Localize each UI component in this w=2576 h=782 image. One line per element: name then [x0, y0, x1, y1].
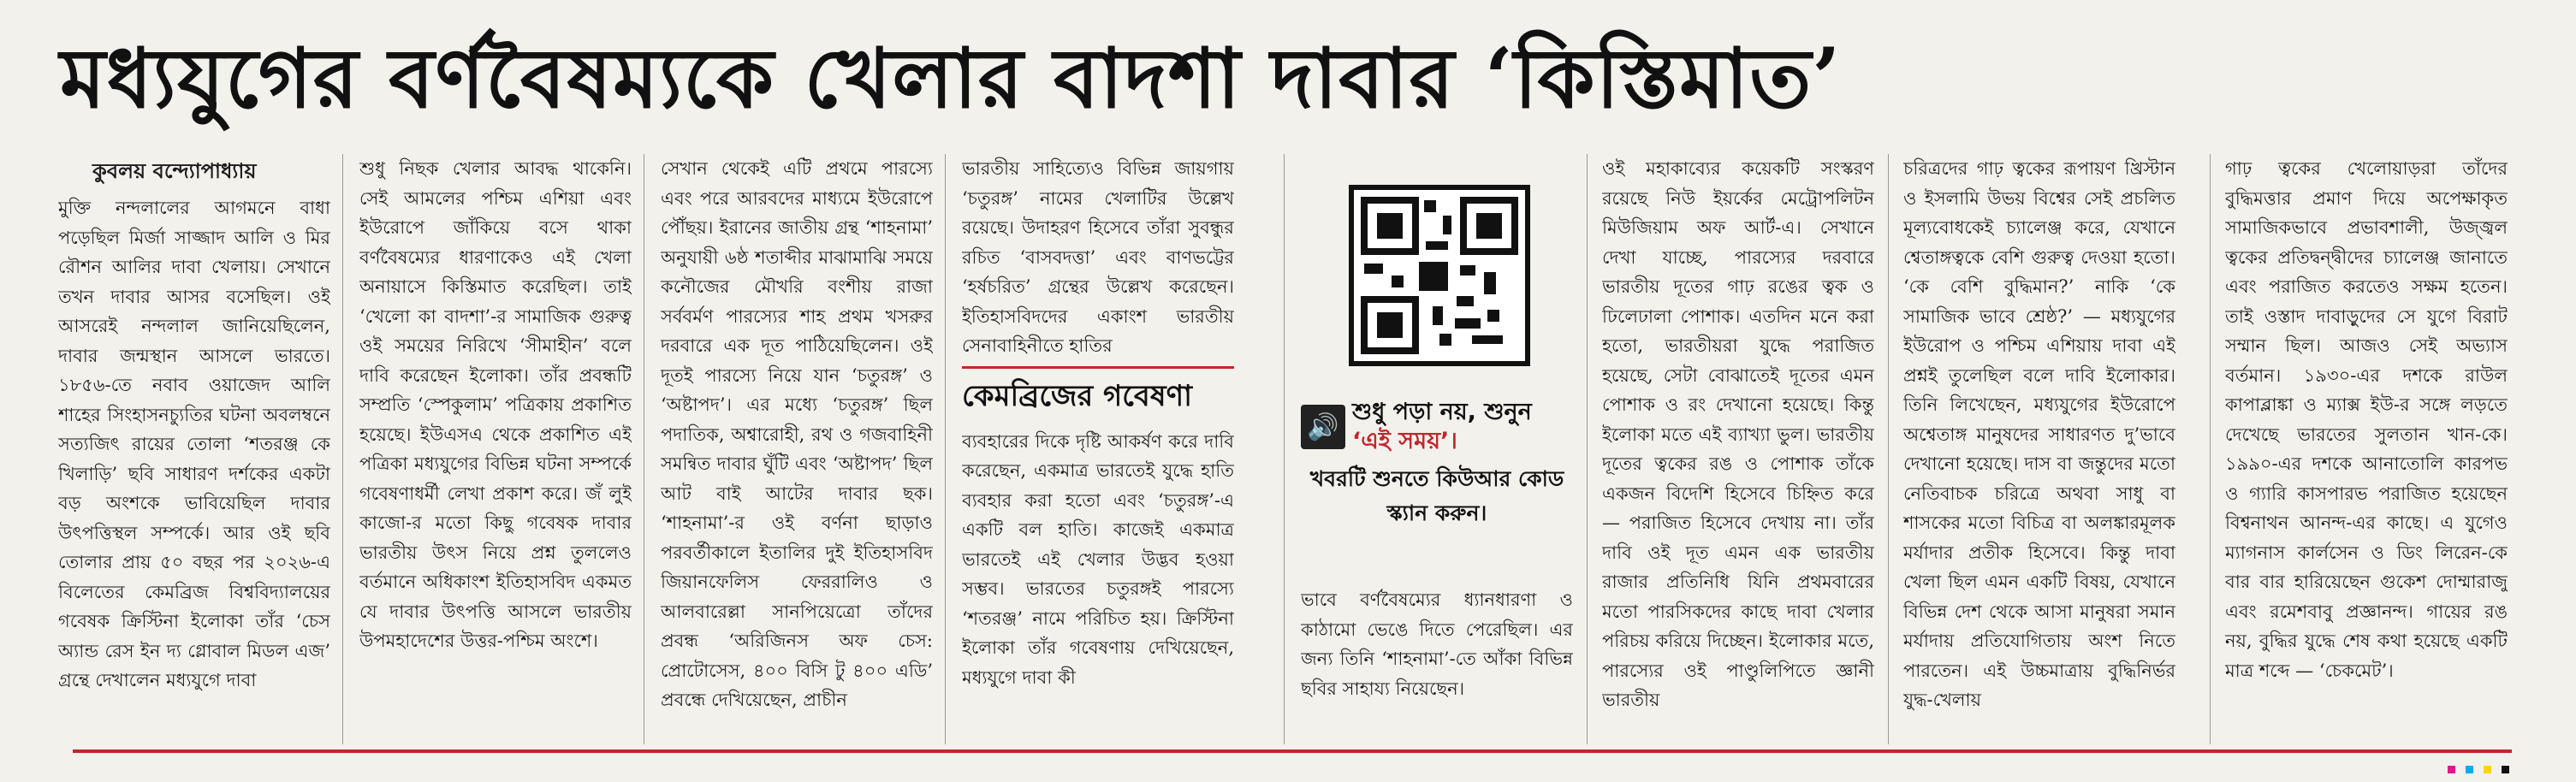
column-divider	[342, 154, 343, 744]
column-divider	[1587, 154, 1588, 744]
article-column-1	[58, 154, 330, 744]
speaker-icon: 🔊	[1301, 405, 1345, 449]
article-column-5	[1301, 585, 1573, 744]
brand-highlight: ‘এই সময়’।	[1352, 428, 1457, 454]
column-text: গাঢ় ত্বকের খেলোয়াড়রা তাঁদের বুদ্ধিমত্তার প্রমাণ দিয়ে অপেক্ষাকৃত সামাজিকভাবে প্রভাবশালী, উজ্জ্বল ত্বকের প্রতিদ্বন্দ্বীদের চ্যালেঞ্জ জানাতে এবং পরাজিত করতেও সক্ষম হতেন। তাই ওস্তাদ দাবাড়ুদের সে যুগে বিরাট সম্মান ছিল। আজও সেই অভ্যাস বর্তমান। ১৯৩০-এর দশকে রাউল কাপাব্লাঙ্কা ও ম্যাক্স ইউ-র সঙ্গে লড়তে দেখেছে ভারতের সুলতান খান-কে। ১৯৯০-এর দশকে আনাতোলি কারপভ ও গ্যারি কাসপারভ পরাজিত হয়েছেন বিশ্বনাথন আনন্দ-এর কাছে। এ যুগেও ম্যাগনাস কার্লসেন ও ডিং লিরেন-কে বার বার হারিয়েছেন গুকেশ দোম্মারাজু এবং রমেশবাবু প্রজ্ঞানন্দ। গায়ের রঙ নয়, বুদ্ধির যুদ্ধে শেষ কথা হয়েছে একটি মাত্র শব্দে — ‘চেকমেট’।	[2225, 158, 2508, 681]
audio-promo-text: শুধু পড়া নয়, শুনুন	[1352, 399, 1532, 425]
byline: কুবলয় বন্দ্যোপাধ্যায়	[92, 159, 257, 183]
article-column-4	[962, 154, 1234, 744]
column-text: ব্যবহারের দিকে দৃষ্টি আকর্ষণ করে দাবি করেছেন, একমাত্র ভারতেই যুদ্ধে হাতি ব্যবহার করা হতো এবং ‘চতুরঙ্গ’-এ একটি বল হাতি। কাজেই একমাত্র ভারতেই এই খেলার উদ্ভব হওয়া সম্ভব। ভারতের চতুরঙ্গই পারস্যে ‘শতরঞ্জ’ নামে পরিচিত হয়। ক্রিস্টিনা ইলোকা তাঁর গবেষণায় দেখিয়েছেন, মধ্যযুগে দাবা কী	[962, 430, 1234, 688]
column-divider	[1888, 154, 1889, 744]
audio-promo-box	[1301, 168, 1573, 527]
article-column-8	[2225, 154, 2508, 744]
column-text: চরিত্রদের গাঢ় ত্বকের রূপায়ণ খ্রিস্টান ও ইসলামি উভয় বিশ্বের সেই প্রচলিত মূল্যবোধকেই চ্যালেঞ্জ করে, যেখানে শ্বেতাঙ্গত্বকে বেশি গুরুত্ব দেওয়া হতো। ‘কে বেশি বুদ্ধিমান?’ নাকি ‘কে সামাজিক ভাবে শ্রেষ্ঠ?’ — মধ্যযুগের ইউরোপ ও পশ্চিম এশিয়ায় দাবা এই প্রশ্নই তুলেছিল বলে দাবি ইলোকার। তিনি লিখেছেন, মধ্যযুগের ইউরোপে অশ্বেতাঙ্গ মানুষদের সাধারণত দু’ভাবে দেখানো হয়েছে। দাস বা জন্তুদের মতো নেতিবাচক চরিত্রে অথবা সাধু বা শাসকের মতো বিচিত্র বা অলঙ্কারমূলক মর্যাদার প্রতীক হিসেবে। কিন্তু দাবা খেলা ছিল এমন একটি বিষয়, যেখানে বিভিন্ন দেশ থেকে আসা মানুষরা সমান মর্যাদায় প্রতিযোগিতায় অংশ নিতে পারতেন। এই উচ্চমাত্রায় বুদ্ধিনির্ভর যুদ্ধ-খেলায়	[1903, 158, 2175, 710]
article-column-3	[661, 154, 933, 744]
qr-code-icon[interactable]	[1349, 185, 1530, 366]
column-text: সেখান থেকেই এটি প্রথমে পারস্যে এবং পরে আরবদের মাধ্যমে ইউরোপে পৌঁছয়। ইরানের জাতীয় গ্রন্থ ‘শাহনামা’ অনুযায়ী ৬ষ্ঠ শতাব্দীর মাঝামাঝি সময়ে কনৌজের মৌখরি বংশীয় রাজা সর্ববর্মণ পারস্যের শাহ প্রথম খসরুর দরবারে এক দূত পাঠিয়েছিলেন। ওই দূতই পারস্যে নিয়ে যান ‘চতুরঙ্গ’ ও ‘অষ্টাপদ’। এর মধ্যে ‘চতুরঙ্গ’ ছিল পদাতিক, অশ্বারোহী, রথ ও গজবাহিনী সমন্বিত দাবার ঘুঁটি এবং ‘অষ্টাপদ’ ছিল আট বাই আটের দাবার ছক। ‘শাহনামা’-র ওই বর্ণনা ছাড়াও পরবর্তীকালে ইতালির দুই ইতিহাসবিদ জিয়ানফেলিস ফেররালিও ও আলবারেল্লা সানপিয়েত্রো তাঁদের প্রবন্ধ ‘অরিজিনস অফ চেস: প্রোটোসেস, ৪০০ বিসি টু ৪০০ এডি’ প্রবন্ধে দেখিয়েছেন, প্রাচীন	[661, 158, 933, 710]
bottom-rule	[73, 749, 2512, 753]
column-text: শুধু নিছক খেলার আবদ্ধ থাকেনি। সেই আমলের পশ্চিম এশিয়া এবং ইউরোপে জাঁকিয়ে বসে থাকা বর্ণবৈষম্যের ধারণাকেও এই খেলা অনায়াসে কিস্তিমাত করেছিল। তাই ‘খেলো কা বাদশা’-র সামাজিক গুরুত্ব ওই সময়ের নিরিখে ‘সীমাহীন’ বলে দাবি করেছেন ইলোকা। তাঁর প্রবন্ধটি সম্প্রতি ‘স্পেকুলাম’ পত্রিকায় প্রকাশিত হয়েছে। ইউএসএ থেকে প্রকাশিত এই পত্রিকা মধ্যযুগের বিভিন্ন ঘটনা সম্পর্কে গবেষণাধর্মী লেখা প্রকাশ করে। জঁ লুই কাজো-র মতো কিছু গবেষক দাবার ভারতীয় উৎস নিয়ে প্রশ্ন তুললেও বর্তমানে অধিকাংশ ইতিহাসবিদ একমত যে দাবার উৎপত্তি আসলে ভারতীয় উপমহাদেশের উত্তর-পশ্চিম অংশে।	[359, 158, 632, 651]
print-registration-marks	[2448, 766, 2509, 773]
column-divider	[2210, 154, 2211, 744]
column-divider	[1284, 154, 1285, 744]
column-divider	[945, 154, 946, 744]
article-column-7	[1903, 154, 2175, 744]
column-text: ভারতীয় সাহিত্যেও বিভিন্ন জায়গায় ‘চতুরঙ্গ’ নামের খেলাটির উল্লেখ রয়েছে। উদাহরণ হিসেবে তাঁরা সুবন্ধুর রচিত ‘বাসবদত্তা’ এবং বাণভট্টের ‘হর্ষচরিত’ গ্রন্থের উল্লেখ করেছেন। ইতিহাসবিদদের একাংশ ভারতীয় সেনাবাহিনীতে হাতির	[962, 158, 1234, 356]
column-text: ভাবে বর্ণবৈষম্যের ধ্যানধারণা ও কাঠামো ভেঙে দিতে পেরেছিল। এর জন্য তিনি ‘শাহনামা’-তে আঁকা বিভিন্ন ছবির সাহায্য নিয়েছেন।	[1301, 589, 1573, 699]
subhead: কেমব্রিজের গবেষণা	[962, 366, 1234, 420]
headline: মধ্যযুগের বর্ণবৈষম্যকে খেলার বাদশা দাবার ‘কিস্তিমাত’	[60, 30, 1842, 127]
column-text: মুক্তি নন্দলালের আগমনে বাধা পড়েছিল মির্জা সাজ্জাদ আলি ও মির রৌশন আলির দাবা খেলায়। সেখানে তখন দাবার আসর বসেছিল। ওই আসরেই নন্দলাল জানিয়েছিলেন, দাবার জন্মস্থান আসলে ভারতে। ১৮৫৬-তে নবাব ওয়াজেদ আলি শাহের সিংহাসনচ্যুতির ঘটনা অবলম্বনে সত্যজিৎ রায়ের তোলা ‘শতরঞ্জ কে খিলাড়ি’ ছবি সাধারণ দর্শকের একটা বড় অংশকে ভাবিয়েছিল দাবার উৎপত্তিস্থল সম্পর্কে। আর ওই ছবি তোলার প্রায় ৫০ বছর পর ২০২৬-এ বিলেতের কেমব্রিজ বিশ্ববিদ্যালয়ের গবেষক ক্রিস্টিনা ইলোকা তাঁর ‘চেস অ্যান্ড রেস ইন দ্য গ্লোবাল মিডল এজ’ গ্রন্থে দেখালেন মধ্যযুগে দাবা	[58, 198, 330, 690]
article-column-6	[1602, 154, 1874, 744]
column-text: ওই মহাকাব্যের কয়েকটি সংস্করণ রয়েছে নিউ ইয়র্কের মেট্রোপলিটন মিউজিয়াম অফ আর্ট-এ। সেখানে দেখা যাচ্ছে, পারস্যের দরবারে ভারতীয় দূতের গাঢ় রঙের ত্বক ও ঢিলেঢালা পোশাক। এতদিন মনে করা হতো, ভারতীয়রা যুদ্ধে পরাজিত হয়েছে, সেটা বোঝাতেই দূতের এমন পোশাক ও রং দেখানো হয়েছে। কিন্তু ইলোকা মতে এই ব্যাখ্যা ভুল। ভারতীয় দূতের ত্বকের রঙ ও পোশাক তাঁকে একজন বিদেশি হিসেবে চিহ্নিত করে — পরাজিত হিসেবে দেখায় না। তাঁর দাবি ওই দূত এমন এক ভারতীয় রাজার প্রতিনিধি যিনি প্রথমবারের মতো পারসিকদের কাছে দাবা খেলার পরিচয় করিয়ে দিচ্ছেন। ইলোকার মতে, পারস্যের ওই পাণ্ডুলিপিতে জ্ঞানী ভারতীয়	[1602, 158, 1874, 710]
audio-promo-line	[1301, 397, 1573, 457]
article-column-2	[359, 154, 632, 744]
scan-instruction: খবরটি শুনতে কিউআর কোড স্ক্যান করুন।	[1309, 466, 1564, 525]
